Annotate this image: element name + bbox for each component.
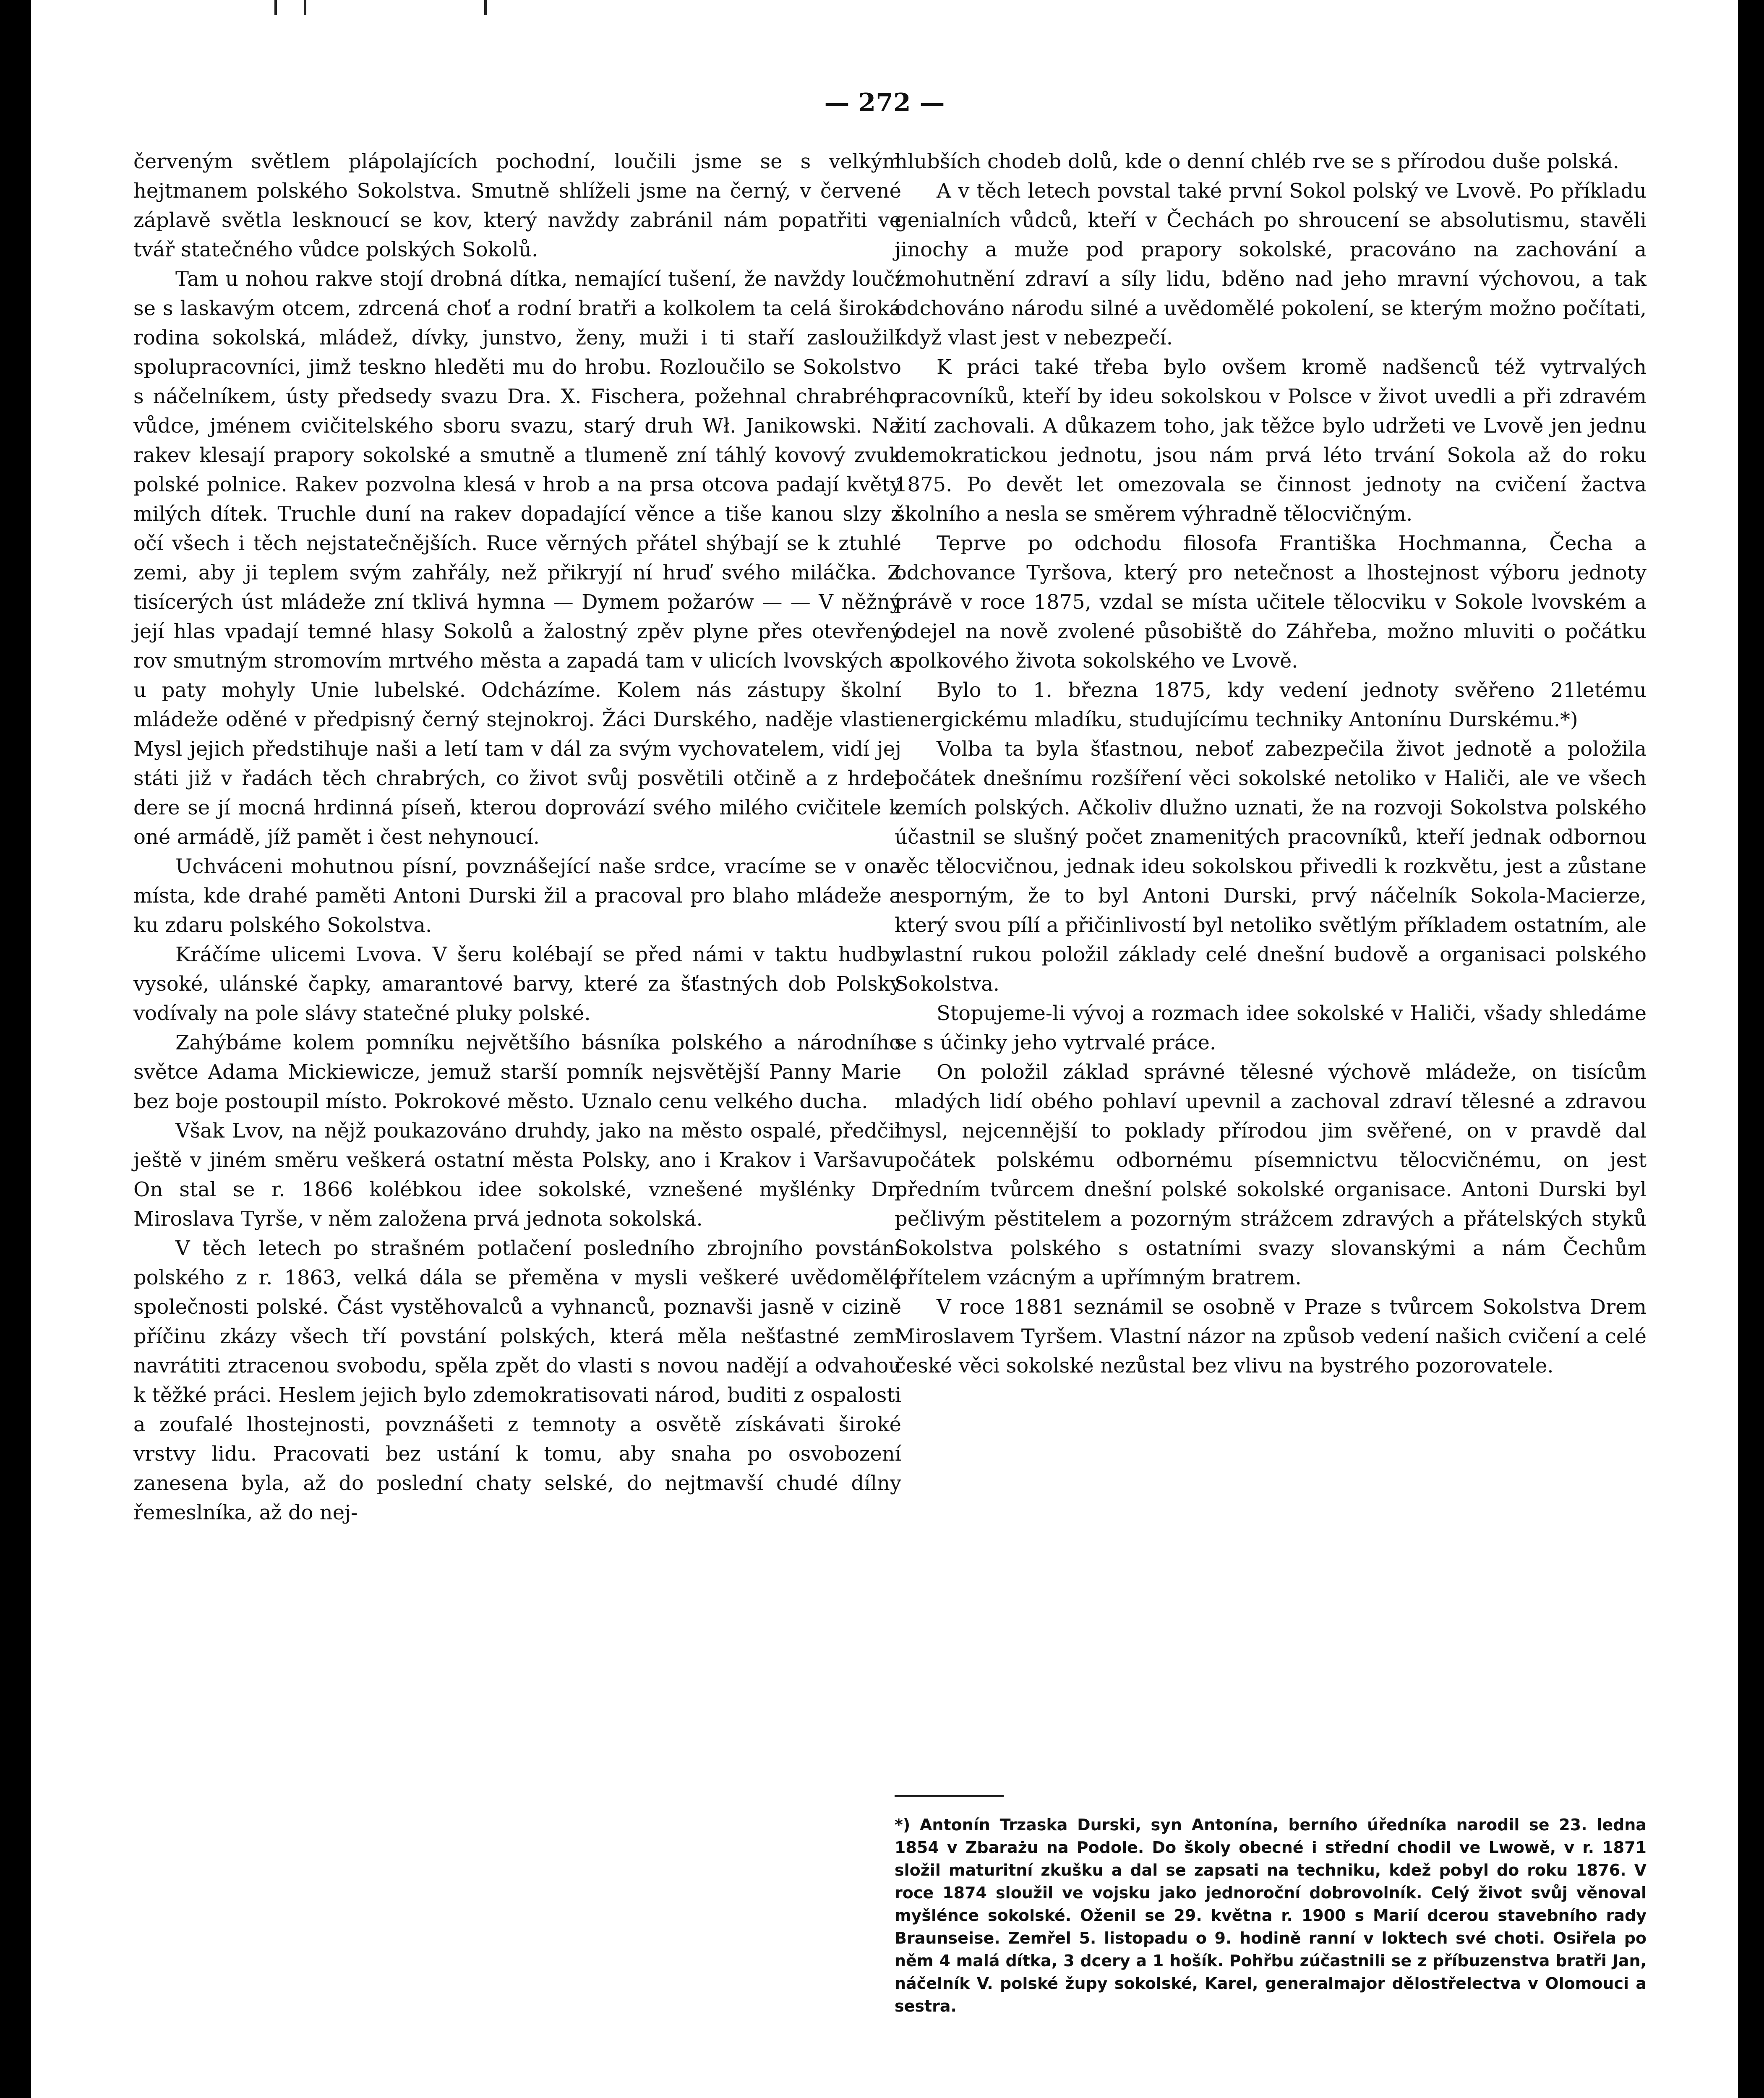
paragraph: Teprve po odchodu filosofa Františka Hochmanna, Čecha a odchovance Tyršova, který pro netečnost a lhostejnost výboru jednoty právě v roce 1875, vzdal se místa učitele tělocviku v Sokole lvovském a odejel na nově zvolené působiště do Záhřeba, možno mluviti o počátku spolkového života sokolského ve Lvově. — [895, 532, 1647, 673]
paragraph: On položil základ správné tělesné výchově mládeže, on tisícům mladých lidí obého pohlaví upevnil a zachoval zdraví tělesné a zdravou mysl, nejcennější to poklady přírodou jim svěřené, on v pravdě dal počátek polskému odbornému písemnictvu tělocvičnému, on jest předním tvůrcem dnešní polské sokolské organisace. Antoni Durski byl pečlivým pěstitelem a pozorným strážcem zdravých a přátelských styků Sokolstva polského s ostatními svazy slovanskými a nám Čechům přítelem vzácným a upřímným bratrem. — [895, 1060, 1647, 1289]
scan-edge-mark — [484, 0, 487, 15]
paragraph: hlubších chodeb dolů, kde o denní chléb rve se s přírodou duše polská. — [895, 150, 1619, 173]
scan-edge-mark — [304, 0, 306, 15]
paragraph: A v těch letech povstal také první Sokol polský ve Lvově. Po příkladu genialních vůdců, kteří v Čechách po shroucení se absolutismu, stavěli jinochy a muže pod prapory sokolské, pracováno na zachování a zmohutnění zdraví a síly lidu, bděno nad jeho mravní výchovou, a tak odchováno národu silné a uvědomělé pokolení, se kterým možno počítati, když vlast jest v nebezpečí. — [895, 179, 1647, 350]
paragraph: Stopujeme-li vývoj a rozmach idee sokolské v Haliči, všady shledáme se s účinky jeho vytrvalé práce. — [895, 1002, 1647, 1054]
paragraph: Uchváceni mohutnou písní, povznášející naše srdce, vracíme se v ona místa, kde drahé paměti Antoni Durski žil a pracoval pro blaho mládeže a ku zdaru polského Sokolstva. — [133, 855, 901, 937]
paragraph: Však Lvov, na nějž poukazováno druhdy, jako na město ospalé, předčil ještě v jiném směru veškerá ostatní města Polsky, ano i Krakov i Varšavu. On stal se r. 1866 kolébkou idee sokolské, vznešené myšlénky Dr. Miroslava Tyrše, v něm založena prvá jednota sokolská. — [133, 1119, 901, 1231]
footnote: *) Antonín Trzaska Durski, syn Antonína, berního úředníka narodil se 23. ledna 1854 v Zbarażu na Podole. Do školy obecné i střední chodil ve Lwowě, v r. 1871 složil maturitní zkušku a dal se zapsati na techniku, kdež pobyl do roku 1876. V roce 1874 sloužil ve vojsku jako jednoroční dobrovolník. Celý život svůj věnoval myšlénce sokolské. Oženil se 29. května r. 1900 s Marií dcerou stavebního rady Braunseise. Zemřel 5. listopadu o 9. hodině ranní v loktech své choti. Osiřela po něm 4 malá dítka, 3 dcery a 1 hošík. Pohřbu zúčastnili se z příbuzenstva bratři Jan, náčelník V. polské župy sokolské, Karel, generalmajor dělostřelectva v Olomouci a sestra. — [895, 1816, 1647, 2015]
scan-edge-mark — [274, 0, 277, 15]
page-number: — 272 — — [824, 88, 945, 117]
paragraph: Zahýbáme kolem pomníku největšího básníka polského a národního světce Adama Mickiewicze, jemuž starší pomník nejsvětější Panny Marie bez boje postoupil místo. Pokrokové město. Uznalo cenu velkého ducha. — [133, 1031, 901, 1113]
left-column — [133, 147, 901, 1527]
paragraph: Tam u nohou rakve stojí drobná dítka, nemající tušení, že navždy loučí se s laskavým otcem, zdrcená choť a rodní bratři a kolkolem ta celá široká rodina sokolská, mládež, dívky, junstvo, ženy, muži i ti staří zasloužilí spolupracovníci, jimž teskno hleděti mu do hrobu. Rozloučilo se Sokolstvo s náčelníkem, ústy předsedy svazu Dra. X. Fischera, požehnal chrabrého vůdce, jménem cvičitelského sboru svazu, starý druh Wł. Janikowski. Na rakev klesají prapory sokolské a smutně a tlumeně zní táhlý kovový zvuk polské polnice. Rakev pozvolna klesá v hrob a na prsa otcova padají květy milých dítek. Truchle duní na rakev dopadající věnce a tiše kanou slzy z očí všech i těch nejstatečnějších. Ruce věrných přátel shýbají se k ztuhlé zemi, aby ji teplem svým zahřály, než přikryjí ní hruď svého miláčka. Z tisícerých úst mládeže zní tklivá hymna — Dymem požarów — — V něžný její hlas vpadají temné hlasy Sokolů a žalostný zpěv plyne přes otevřený rov smutným stromovím mrtvého města a zapadá tam v ulicích lvovských a u paty mohyly Unie lubelské. Odcházíme. Kolem nás zástupy školní mládeže oděné v předpisný černý stejnokroj. Žáci Durského, naděje vlasti. Mysl jejich předstihuje naši a letí tam v dál za svým vychovatelem, vidí jej státi již v řadách těch chrabrých, co život svůj posvětili otčině a z hrdel dere se jí mocná hrdinná píseň, kterou doprovází svého milého cvičitele k oné armádě, jíž pamět i čest nehynoucí. — [133, 267, 901, 849]
paragraph: Volba ta byla šťastnou, neboť zabezpečila život jednotě a položila počátek dnešnímu rozšíření věci sokolské netoliko v Haliči, ale ve všech zemích polských. Ačkoliv dlužno uznati, že na rozvoji Sokolstva polského účastnil se slušný počet znamenitých pracovníků, kteří jednak odbornou věc tělocvičnou, jednak ideu sokolskou přivedli k rozkvětu, jest a zůstane nesporným, že to byl Antoni Durski, prvý náčelník Sokola-Macierze, který svou pílí a přičinlivostí byl netoliko světlým příkladem ostatním, ale vlastní rukou položil základy celé dnešní budově a organisaci polského Sokolstva. — [895, 737, 1647, 996]
paragraph: K práci také třeba bylo ovšem kromě nadšenců též vytrvalých pracovníků, kteří by ideu sokolskou v Polsce v život uvedli a při zdravém žití zachovali. A důkazem toho, jak těžce bylo udržeti ve Lvově jen jednu demokratickou jednotu, jsou nám prvá léto trvání Sokola až do roku 1875. Po devět let omezovala se činnost jednoty na cvičení žactva školního a nesla se směrem výhradně tělocvičným. — [895, 355, 1647, 526]
footnote-divider — [895, 1795, 1004, 1797]
right-column — [895, 147, 1647, 1380]
paragraph: V roce 1881 seznámil se osobně v Praze s tvůrcem Sokolstva Drem Miroslavem Tyršem. Vlastní názor na způsob vedení našich cvičení a celé české věci sokolské nezůstal bez vlivu na bystrého pozorovatele. — [895, 1295, 1647, 1378]
paragraph: Bylo to 1. března 1875, kdy vedení jednoty svěřeno 21letému energickému mladíku, studujícímu techniky Antonínu Durskému.*) — [895, 678, 1647, 731]
paragraph: V těch letech po strašném potlačení posledního zbrojního povstání polského z r. 1863, velká dála se přeměna v mysli veškeré uvědomělé společnosti polské. Část vystěhovalců a vyhnanců, poznavši jasně v cizině příčinu zkázy všech tří povstání polských, která měla nešťastné zemi navrátiti ztracenou svobodu, spěla zpět do vlasti s novou nadějí a odvahou k těžké práci. Heslem jejich bylo zdemokratisovati národ, buditi z ospalosti a zoufalé lhostejnosti, povznášeti z temnoty a osvětě získávati široké vrstvy lidu. Pracovati bez ustání k tomu, aby snaha po osvobození zanesena byla, až do poslední chaty selské, do nejtmavší chudé dílny řemeslníka, až do nej- — [133, 1237, 901, 1524]
paragraph: Kráčíme ulicemi Lvova. V šeru kolébají se před námi v taktu hudby vysoké, ulánské čapky, amarantové barvy, které za šťastných dob Polsky vodívaly na pole slávy statečné pluky polské. — [133, 943, 901, 1025]
paragraph: červeným světlem plápolajících pochodní, loučili jsme se s velkým hejtmanem polského Sokolstva. Smutně shlíželi jsme na černý, v červené záplavě světla lesknoucí se kov, který navždy zabránil nám popatřiti ve tvář statečného vůdce polských Sokolů. — [133, 150, 901, 261]
document-page — [31, 0, 1738, 2098]
